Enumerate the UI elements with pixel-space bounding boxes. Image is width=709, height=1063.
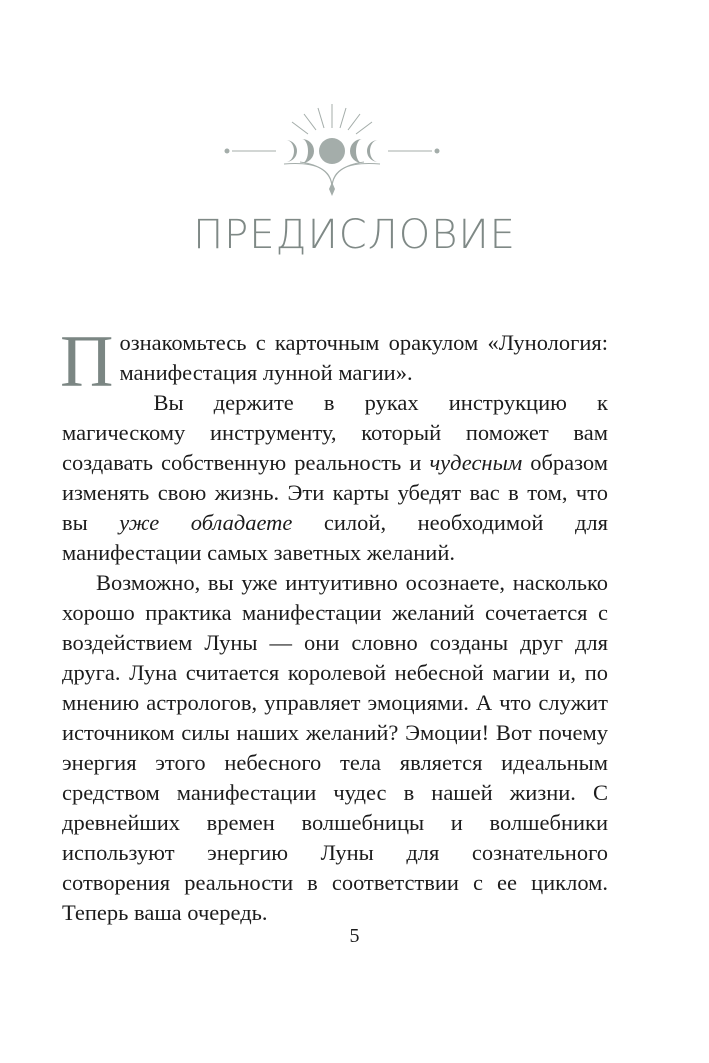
paragraph-3: Возможно, вы уже интуитивно осознаете, насколько хорошо практика манифестации желаний сочетается с воздействием Луны — они словно созданы друг для друга. Луна считается королевой небесной магии и, по мнению астрологов, управляет эмоциями. А что служит источником силы наших желаний? Эмоции! Вот почему энергия этого небесного тела является идеальным средством манифестации чудес в нашей жизни. С древнейших времен волшебницы и волшебники используют энергию Луны для сознательного сотворения реальности в соответствии с ее циклом. Теперь ваша очередь. [62,570,608,925]
body-text [60,321,608,928]
paragraph-2-text-c: силой, необходимой для манифестации самых заветных желаний. [62,510,608,565]
paragraph-2 [62,388,608,568]
paragraph-2-text-b: образом изменять свою жизнь. Эти карты убедят вас в том, что вы [62,450,608,535]
paragraph-1 [60,321,608,403]
drop-cap: П [60,321,114,403]
paragraph-2-italic-b: уже обладаете [119,510,293,535]
paragraph-2-text-a: Вы держите в руках инструкцию к магическому инструменту, который поможет вам создавать собственную реальность и [62,390,608,475]
paragraph-1-text: ознакомьтесь с карточным оракулом «Лунология: манифестация лунной магии». [119,330,608,385]
moon-phases-ornament-icon [224,98,440,198]
chapter-title: ПРЕДИСЛОВИЕ [193,212,516,258]
paragraph-2-italic-a: чудесным [429,450,523,475]
page-number: 5 [349,925,360,947]
